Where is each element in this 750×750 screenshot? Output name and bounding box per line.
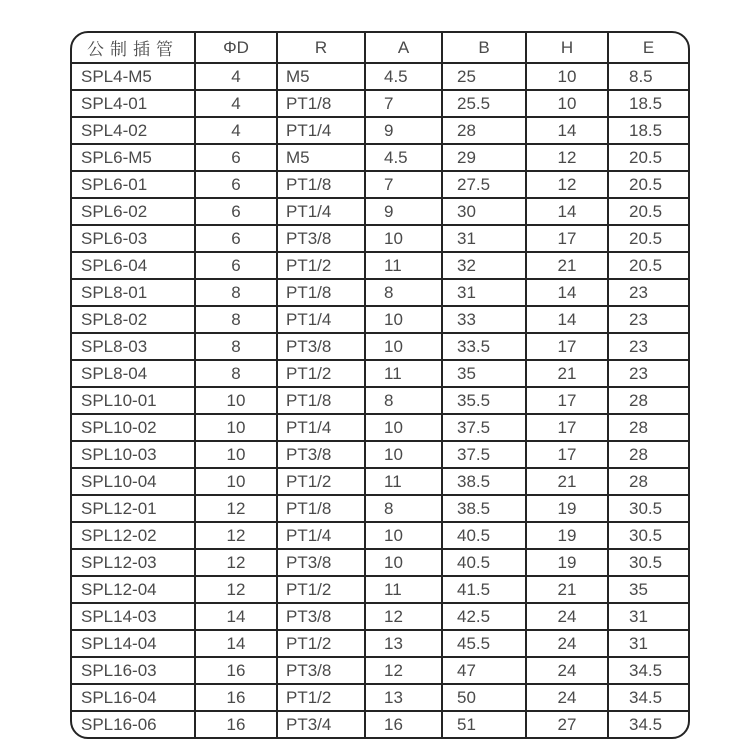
table-cell: 29: [442, 144, 526, 171]
table-cell: 40.5: [442, 549, 526, 576]
table-cell: 38.5: [442, 495, 526, 522]
table-cell: M5: [277, 63, 365, 90]
table-row: [72, 549, 688, 576]
table-cell: 6: [195, 171, 277, 198]
table-row: [72, 198, 688, 225]
table-cell: 4: [195, 90, 277, 117]
table-cell: 6: [195, 198, 277, 225]
table-cell: SPL8-01: [72, 279, 195, 306]
table-row: [72, 387, 688, 414]
table-cell: 24: [526, 657, 608, 684]
header-cell-e: E: [608, 33, 688, 63]
table-cell: M5: [277, 144, 365, 171]
table-cell: 23: [608, 333, 688, 360]
table-cell: 21: [526, 576, 608, 603]
table-row: [72, 117, 688, 144]
table-cell: 9: [365, 198, 442, 225]
table-cell: 25: [442, 63, 526, 90]
table-cell: 50: [442, 684, 526, 711]
table-cell: 10: [365, 441, 442, 468]
table-cell: 10: [365, 333, 442, 360]
table-cell: 6: [195, 252, 277, 279]
table-cell: 20.5: [608, 171, 688, 198]
table-cell: 12: [526, 171, 608, 198]
table-row: [72, 306, 688, 333]
table-cell: 32: [442, 252, 526, 279]
table-row: [72, 657, 688, 684]
table-cell: 19: [526, 495, 608, 522]
table-cell: PT1/2: [277, 630, 365, 657]
table-cell: 8: [195, 279, 277, 306]
table-cell: 51: [442, 711, 526, 737]
table-cell: PT1/2: [277, 576, 365, 603]
table-cell: 10: [365, 306, 442, 333]
table-cell: 17: [526, 225, 608, 252]
table-cell: PT1/4: [277, 414, 365, 441]
table-cell: SPL10-02: [72, 414, 195, 441]
table-cell: 16: [195, 711, 277, 737]
table-cell: 11: [365, 360, 442, 387]
table-cell: 24: [526, 630, 608, 657]
table-cell: 12: [195, 495, 277, 522]
table-cell: PT3/8: [277, 441, 365, 468]
table-cell: 16: [365, 711, 442, 737]
table-cell: SPL6-04: [72, 252, 195, 279]
table-cell: 33: [442, 306, 526, 333]
table-cell: 10: [195, 468, 277, 495]
table-cell: PT3/4: [277, 711, 365, 737]
table-cell: SPL8-02: [72, 306, 195, 333]
table-cell: 27: [526, 711, 608, 737]
table-row: [72, 225, 688, 252]
table-cell: 12: [365, 657, 442, 684]
table-cell: 31: [442, 279, 526, 306]
table-cell: 17: [526, 441, 608, 468]
table-cell: 10: [526, 90, 608, 117]
table-cell: SPL6-03: [72, 225, 195, 252]
table-cell: 20.5: [608, 144, 688, 171]
table-row: [72, 495, 688, 522]
table-cell: SPL12-01: [72, 495, 195, 522]
table-cell: 6: [195, 225, 277, 252]
table-row: [72, 63, 688, 90]
table-cell: 35: [608, 576, 688, 603]
table-cell: PT1/4: [277, 306, 365, 333]
table-cell: 8: [365, 495, 442, 522]
table-cell: SPL6-02: [72, 198, 195, 225]
table-row: [72, 603, 688, 630]
table-cell: 21: [526, 252, 608, 279]
table-cell: SPL14-03: [72, 603, 195, 630]
table-cell: SPL16-06: [72, 711, 195, 737]
table-row: [72, 414, 688, 441]
table-body: [72, 63, 688, 737]
table-cell: 42.5: [442, 603, 526, 630]
table-cell: 12: [195, 576, 277, 603]
table-cell: 47: [442, 657, 526, 684]
table-cell: PT1/4: [277, 117, 365, 144]
table-cell: 30.5: [608, 549, 688, 576]
table-row: [72, 171, 688, 198]
table-cell: 14: [526, 198, 608, 225]
table-cell: 31: [608, 603, 688, 630]
table-cell: SPL6-M5: [72, 144, 195, 171]
table-cell: 21: [526, 468, 608, 495]
header-cell-b: B: [442, 33, 526, 63]
table-cell: SPL12-03: [72, 549, 195, 576]
table-cell: PT3/8: [277, 603, 365, 630]
table-cell: PT3/8: [277, 657, 365, 684]
table-cell: 34.5: [608, 711, 688, 737]
table-cell: 20.5: [608, 198, 688, 225]
table-row: [72, 576, 688, 603]
table-row: [72, 252, 688, 279]
table-cell: PT1/8: [277, 171, 365, 198]
header-cell-r: R: [277, 33, 365, 63]
table-header: [72, 33, 688, 63]
table-cell: 24: [526, 603, 608, 630]
table-cell: 9: [365, 117, 442, 144]
table-cell: 23: [608, 306, 688, 333]
table-cell: 24: [526, 684, 608, 711]
table-row: [72, 90, 688, 117]
table-cell: SPL6-01: [72, 171, 195, 198]
table-cell: 14: [195, 603, 277, 630]
table-cell: PT3/8: [277, 333, 365, 360]
table-cell: 27.5: [442, 171, 526, 198]
table-row: [72, 468, 688, 495]
table-cell: 28: [608, 441, 688, 468]
table-cell: SPL14-04: [72, 630, 195, 657]
header-cell-diameter: ΦD: [195, 33, 277, 63]
table-cell: 18.5: [608, 90, 688, 117]
table-cell: 28: [442, 117, 526, 144]
table-row: [72, 333, 688, 360]
table-cell: 4.5: [365, 63, 442, 90]
table-cell: 8: [365, 279, 442, 306]
table-cell: 37.5: [442, 441, 526, 468]
table-cell: 10: [195, 441, 277, 468]
table-cell: 7: [365, 90, 442, 117]
table-cell: 17: [526, 414, 608, 441]
table-row: [72, 522, 688, 549]
table-cell: 6: [195, 144, 277, 171]
table-cell: 8: [195, 360, 277, 387]
table-row: [72, 711, 688, 737]
table-cell: PT1/8: [277, 279, 365, 306]
table-cell: 4: [195, 117, 277, 144]
table-cell: 11: [365, 468, 442, 495]
table-cell: SPL4-01: [72, 90, 195, 117]
table-cell: 7: [365, 171, 442, 198]
table-cell: 30.5: [608, 522, 688, 549]
header-cell-a: A: [365, 33, 442, 63]
table-cell: 8: [195, 333, 277, 360]
table-cell: PT1/8: [277, 387, 365, 414]
table-row: [72, 360, 688, 387]
table-cell: 10: [365, 414, 442, 441]
table-cell: PT1/2: [277, 360, 365, 387]
table-row: [72, 684, 688, 711]
spec-table: [72, 33, 688, 737]
table-cell: SPL12-02: [72, 522, 195, 549]
table-cell: 8: [365, 387, 442, 414]
table-cell: 20.5: [608, 225, 688, 252]
table-cell: SPL8-03: [72, 333, 195, 360]
table-cell: SPL10-01: [72, 387, 195, 414]
table-cell: 16: [195, 684, 277, 711]
table-cell: SPL16-03: [72, 657, 195, 684]
table-cell: 4: [195, 63, 277, 90]
table-cell: PT3/8: [277, 225, 365, 252]
table-cell: 23: [608, 279, 688, 306]
table-cell: PT1/4: [277, 522, 365, 549]
table-cell: 13: [365, 630, 442, 657]
table-cell: 8: [195, 306, 277, 333]
table-cell: 38.5: [442, 468, 526, 495]
table-row: [72, 279, 688, 306]
table-cell: 25.5: [442, 90, 526, 117]
table-cell: 31: [442, 225, 526, 252]
table-row: [72, 630, 688, 657]
table-cell: 34.5: [608, 657, 688, 684]
table-cell: 45.5: [442, 630, 526, 657]
table-cell: 35: [442, 360, 526, 387]
table-cell: 28: [608, 387, 688, 414]
table-cell: 23: [608, 360, 688, 387]
table-cell: SPL12-04: [72, 576, 195, 603]
table-cell: 33.5: [442, 333, 526, 360]
table-cell: SPL10-04: [72, 468, 195, 495]
table-cell: 14: [526, 117, 608, 144]
table-cell: PT1/2: [277, 252, 365, 279]
table-cell: 20.5: [608, 252, 688, 279]
table-cell: 11: [365, 576, 442, 603]
table-cell: 10: [365, 549, 442, 576]
table-row: [72, 441, 688, 468]
table-cell: 40.5: [442, 522, 526, 549]
table-cell: 8.5: [608, 63, 688, 90]
table-cell: 30.5: [608, 495, 688, 522]
table-cell: 13: [365, 684, 442, 711]
table-row: [72, 144, 688, 171]
table-cell: 21: [526, 360, 608, 387]
table-cell: 10: [365, 522, 442, 549]
table-cell: PT1/2: [277, 468, 365, 495]
header-cell-model: 公制插管: [72, 33, 195, 63]
table-cell: 41.5: [442, 576, 526, 603]
table-cell: 16: [195, 657, 277, 684]
header-cell-h: H: [526, 33, 608, 63]
table-cell: 17: [526, 387, 608, 414]
table-cell: 31: [608, 630, 688, 657]
table-cell: 12: [195, 522, 277, 549]
table-cell: SPL4-02: [72, 117, 195, 144]
table-cell: 37.5: [442, 414, 526, 441]
table-cell: 14: [195, 630, 277, 657]
table-cell: 18.5: [608, 117, 688, 144]
table-cell: 17: [526, 333, 608, 360]
table-cell: SPL10-03: [72, 441, 195, 468]
table-cell: PT1/8: [277, 495, 365, 522]
table-cell: 34.5: [608, 684, 688, 711]
table-cell: 10: [526, 63, 608, 90]
table-cell: SPL16-04: [72, 684, 195, 711]
table-cell: 19: [526, 549, 608, 576]
spec-table-container: [70, 31, 690, 739]
table-cell: 28: [608, 414, 688, 441]
table-cell: SPL4-M5: [72, 63, 195, 90]
table-cell: 10: [365, 225, 442, 252]
table-cell: 19: [526, 522, 608, 549]
table-cell: 14: [526, 306, 608, 333]
table-cell: 10: [195, 387, 277, 414]
table-cell: 12: [365, 603, 442, 630]
table-cell: PT1/2: [277, 684, 365, 711]
table-cell: SPL8-04: [72, 360, 195, 387]
table-cell: 12: [195, 549, 277, 576]
table-cell: 10: [195, 414, 277, 441]
table-cell: PT3/8: [277, 549, 365, 576]
table-cell: 14: [526, 279, 608, 306]
table-cell: 35.5: [442, 387, 526, 414]
table-cell: 30: [442, 198, 526, 225]
table-cell: 28: [608, 468, 688, 495]
table-cell: PT1/8: [277, 90, 365, 117]
table-cell: 12: [526, 144, 608, 171]
table-cell: 11: [365, 252, 442, 279]
table-cell: 4.5: [365, 144, 442, 171]
table-cell: PT1/4: [277, 198, 365, 225]
header-row: [72, 33, 688, 63]
